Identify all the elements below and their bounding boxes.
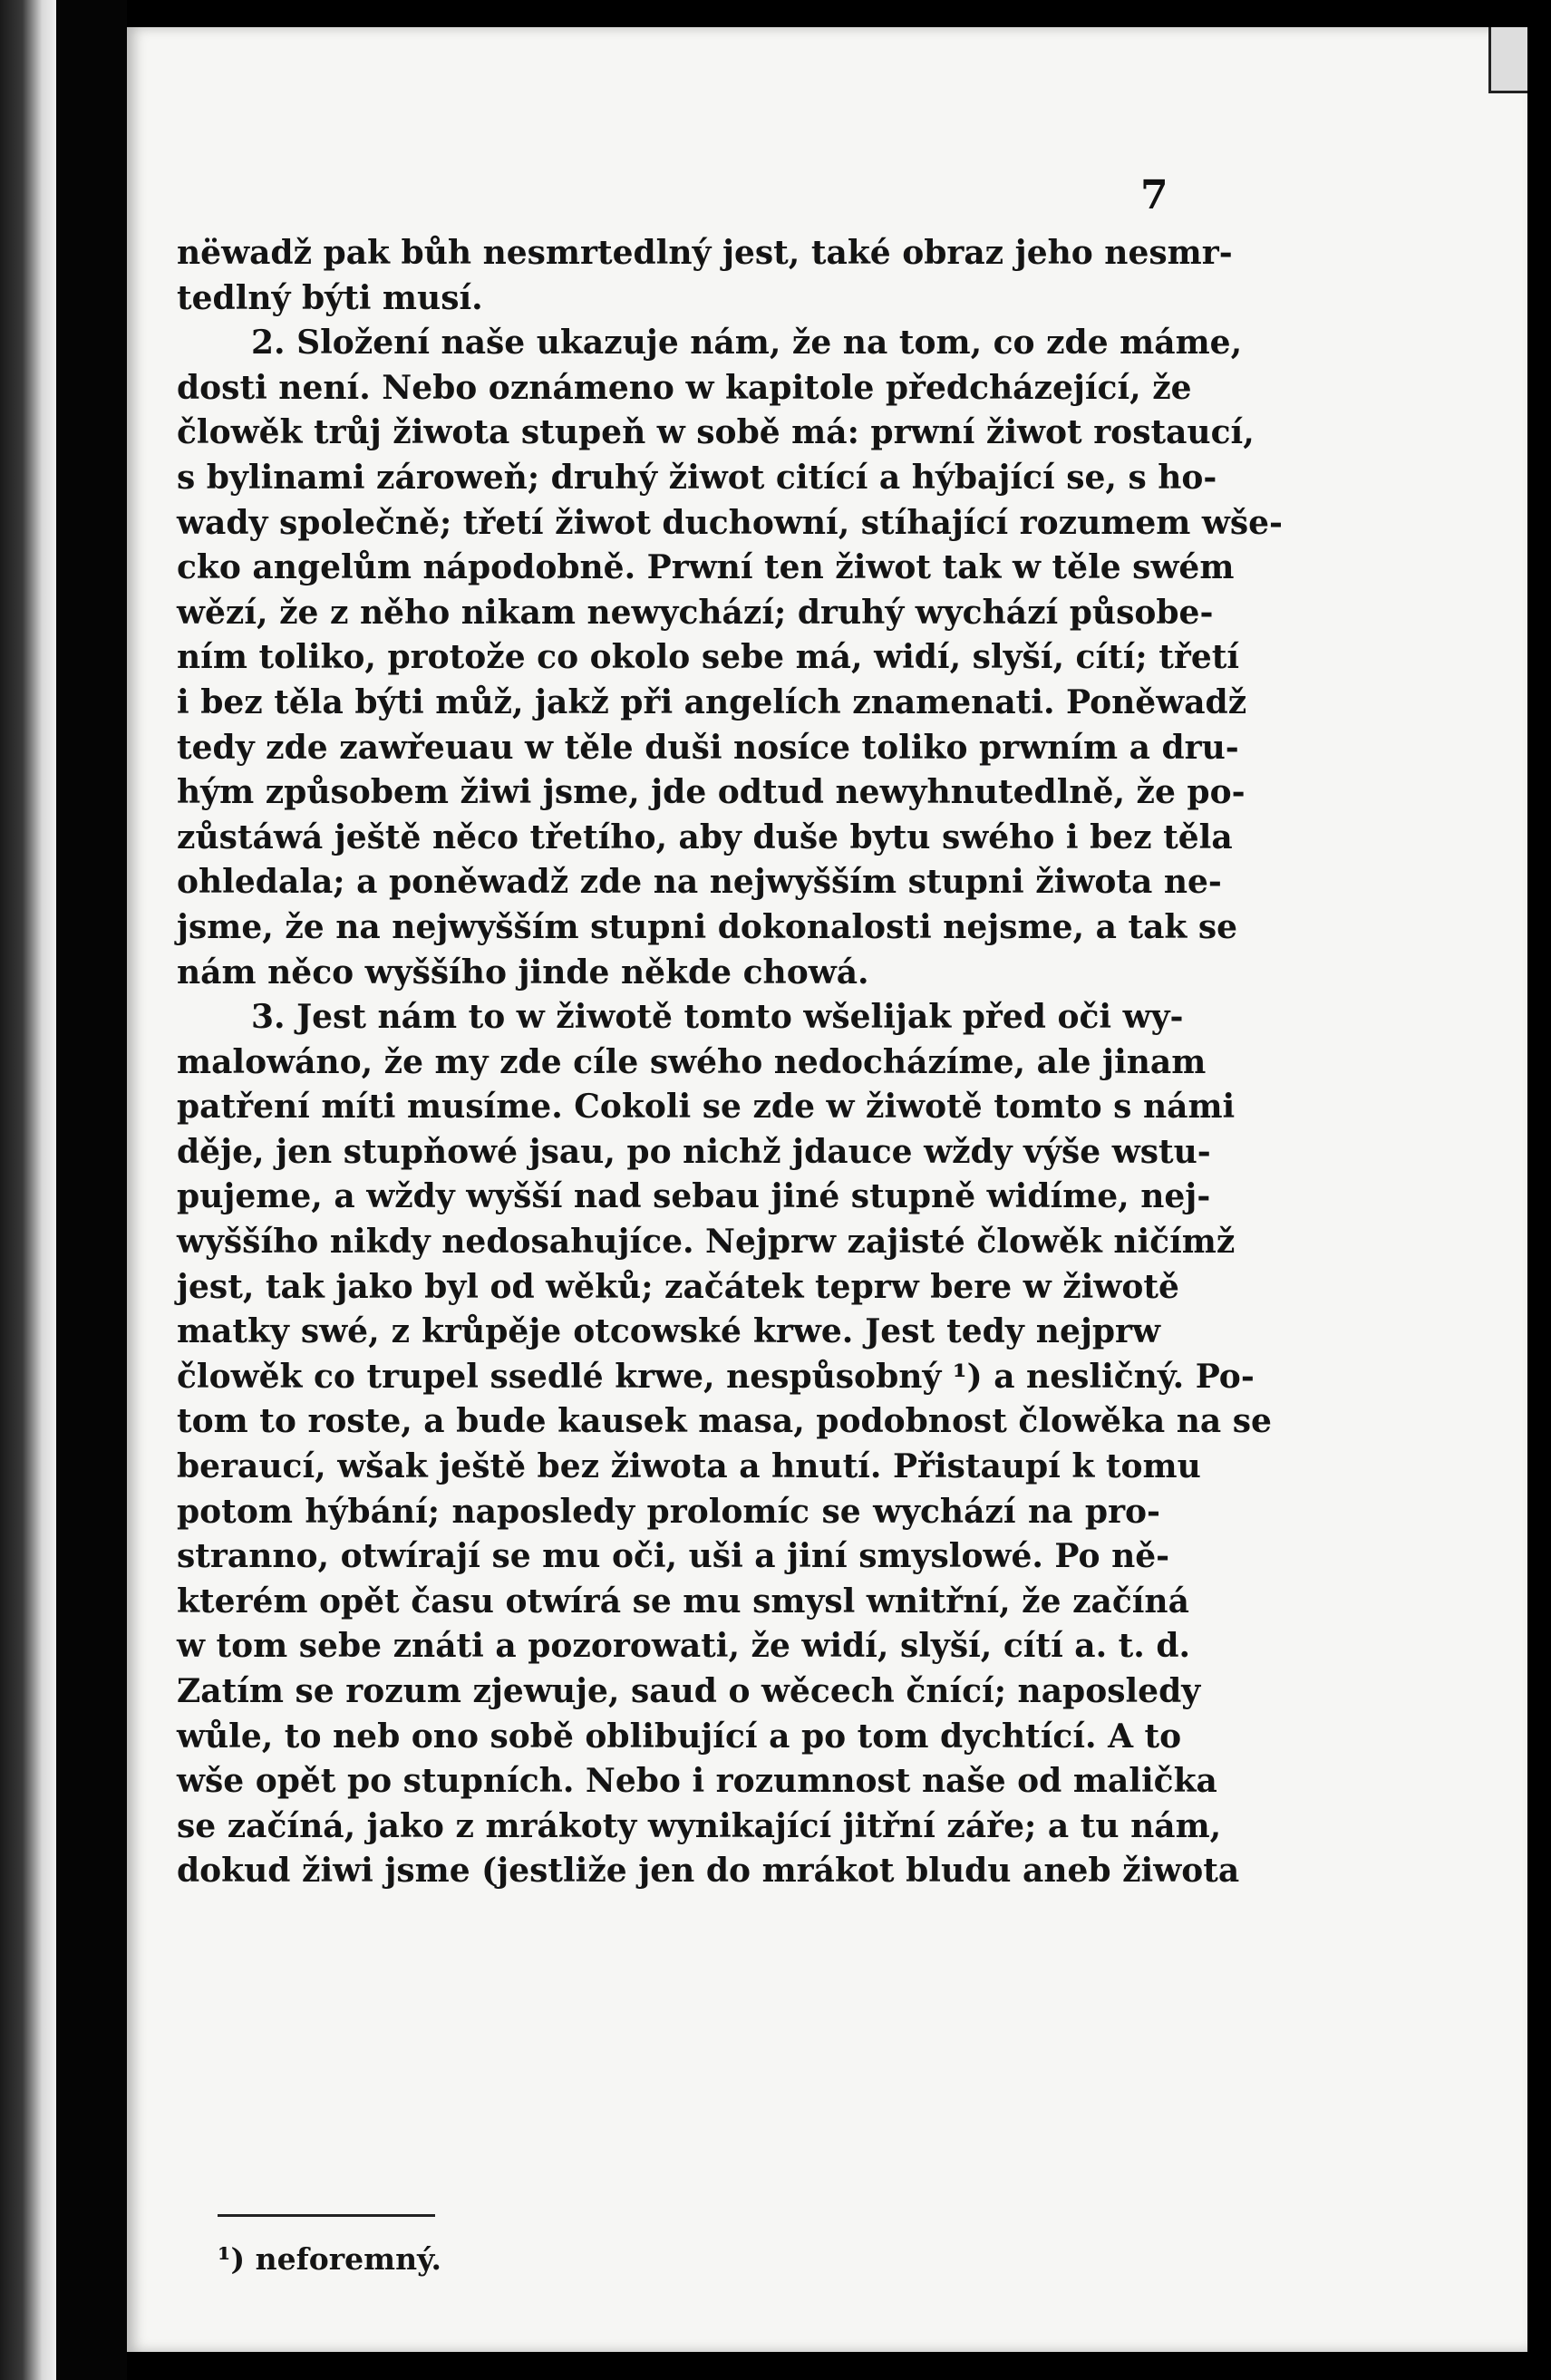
text-line: stranno, otwírají se mu oči, uši a jiní smyslowé. Po ně-	[177, 1537, 1170, 1576]
text-line: wůle, to neb ono sobě oblibující a po tom dychtící. A to	[177, 1717, 1182, 1756]
body-text	[177, 231, 1283, 1894]
text-line: člowěk co trupel ssedlé krwe, nespůsobný ¹) a nesličný. Po-	[177, 1357, 1255, 1396]
text-line: cko angelům nápodobně. Prwní ten žiwot tak w těle swém	[177, 548, 1235, 587]
text-line: malowáno, že my zde cíle swého nedocházíme, ale jinam	[177, 1042, 1207, 1081]
binding-gutter	[56, 0, 127, 2380]
text-line: kterém opět času otwírá se mu smysl wnitřní, že začíná	[177, 1582, 1189, 1621]
text-line: w tom sebe znáti a pozorowati, že widí, slyší, cítí a. t. d.	[177, 1627, 1191, 1666]
text-line: Zatím se rozum zjewuje, saud o wěcech čnící; naposledy	[177, 1672, 1201, 1710]
text-line: nám něco wyššího jinde někde chowá.	[177, 953, 869, 992]
footnote	[218, 2241, 441, 2277]
text-line: pujeme, a wždy wyšší nad sebau jiné stupně widíme, nej-	[177, 1177, 1211, 1216]
text-line: 2. Složení naše ukazuje nám, že na tom, co zde máme,	[251, 324, 1243, 363]
text-line: tedy zde zawřeuau w těle duši nosíce toliko prwním a dru-	[177, 728, 1239, 767]
text-line: člowěk trůj žiwota stupeň w sobě má: prwní žiwot rostaucí,	[177, 413, 1255, 452]
text-line: děje, jen stupňowé jsau, po nichž jdauce wždy výše wstu-	[177, 1132, 1211, 1171]
footnote-marker: ¹)	[218, 2241, 246, 2277]
text-line: potom hýbání; naposledy prolomíc se wychází na pro-	[177, 1492, 1160, 1531]
text-line: tedlný býti musí.	[177, 278, 483, 317]
text-line: jsme, že na nejwyšším stupni dokonalosti nejsme, a tak se	[177, 907, 1238, 946]
corner-mark	[1488, 27, 1527, 93]
text-line: hým způsobem žiwi jsme, jde odtud newyhnutedlně, že po-	[177, 773, 1246, 812]
text-line: wady společně; třetí žiwot duchowní, stíhající rozumem wše-	[177, 503, 1283, 542]
text-line: wyššího nikdy nedosahujíce. Nejprw zajisté člowěk ničímž	[177, 1223, 1236, 1262]
text-line: dokud žiwi jsme (jestliže jen do mrákot bludu aneb žiwota	[177, 1852, 1240, 1891]
footnote-text: neforemný.	[255, 2241, 441, 2277]
text-line: wše opět po stupních. Nebo i rozumnost naše od malička	[177, 1762, 1217, 1801]
text-line: beraucí, wšak ještě bez žiwota a hnutí. Přistaupí k tomu	[177, 1447, 1201, 1486]
text-line: se začíná, jako z mrákoty wynikající jitřní záře; a tu nám,	[177, 1806, 1222, 1845]
text-line: ohledala; a poněwadž zde na nejwyšším stupni žiwota ne-	[177, 863, 1222, 902]
footnote-rule	[218, 2214, 435, 2217]
text-line: i bez těla býti můž, jakž při angelích znamenati. Poněwadž	[177, 682, 1247, 721]
text-line: 3. Jest nám to w žiwotě tomto wšelijak před oči wy-	[251, 998, 1184, 1037]
text-line: tom to roste, a bude kausek masa, podobnost člowěka na se	[177, 1402, 1272, 1441]
text-line: nëwadž pak bůh nesmrtedlný jest, také obraz jeho nesmr-	[177, 234, 1233, 272]
book-page	[127, 27, 1527, 2352]
page-left-margin-shadow	[0, 0, 56, 2380]
text-line: ním toliko, protože co okolo sebe má, widí, slyší, cítí; třetí	[177, 638, 1240, 677]
text-line: matky swé, z krůpěje otcowské krwe. Jest tedy nejprw	[177, 1312, 1160, 1351]
text-line: dosti není. Nebo oznámeno w kapitole předcházející, že	[177, 368, 1192, 407]
text-line: zůstáwá ještě něco třetího, aby duše bytu swého i bez těla	[177, 818, 1233, 856]
text-line: jest, tak jako byl od wěků; začátek teprw bere w žiwotě	[177, 1267, 1179, 1306]
text-line: patření míti musíme. Cokoli se zde w žiwotě tomto s námi	[177, 1088, 1236, 1127]
text-line: s bylinami zároweň; druhý žiwot citící a hýbající se, s ho-	[177, 458, 1217, 497]
text-line: wězí, že z něho nikam newychází; druhý wychází působe-	[177, 593, 1214, 632]
page-number: 7	[1140, 172, 1168, 218]
